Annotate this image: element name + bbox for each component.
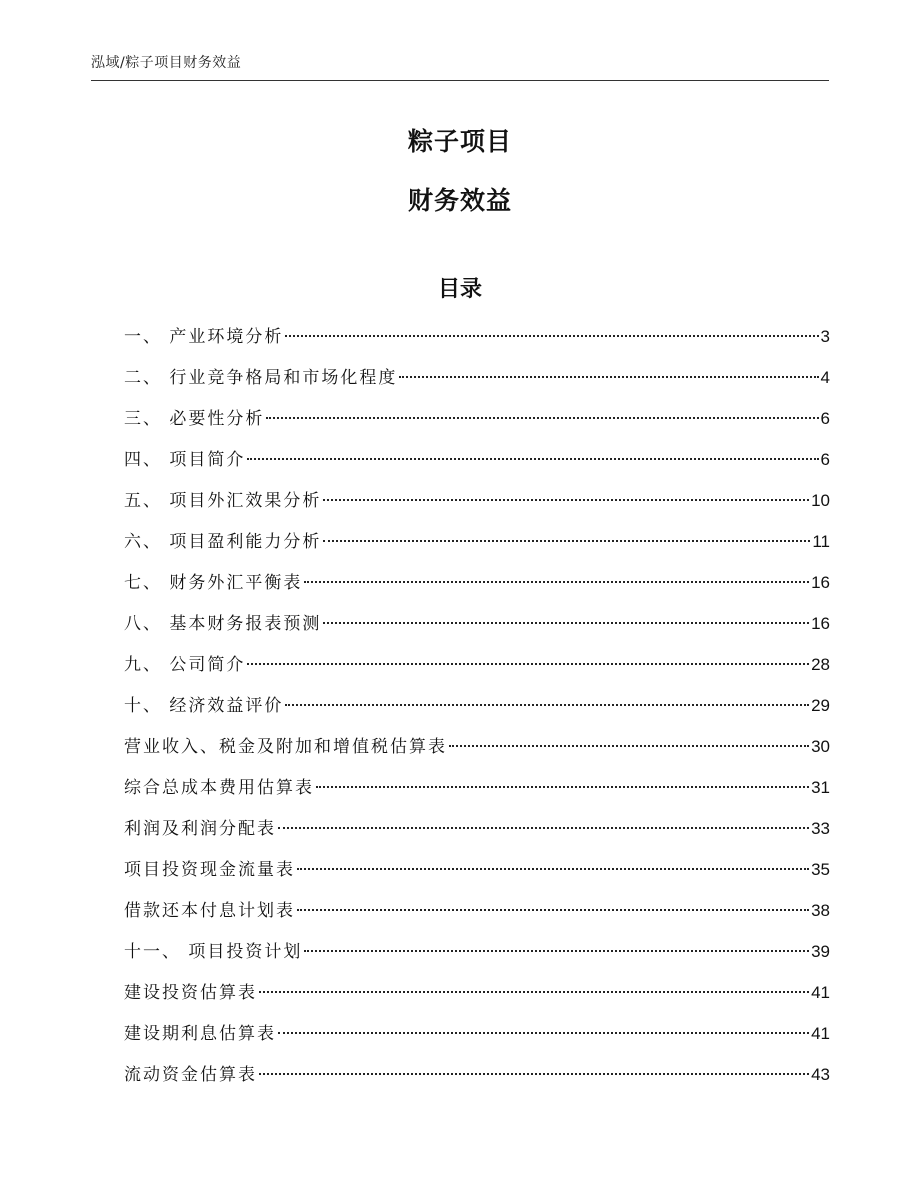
toc-entry-label: 利润及利润分配表 <box>124 819 276 839</box>
toc-entry[interactable] <box>124 568 830 609</box>
toc-entry[interactable] <box>124 445 830 486</box>
toc-entry-label: 八、 基本财务报表预测 <box>124 614 322 634</box>
toc-entry-page: 29 <box>811 696 830 715</box>
toc-dot-leader <box>304 950 809 952</box>
toc-entry-label: 项目投资现金流量表 <box>124 860 295 880</box>
toc-dot-leader <box>247 458 818 460</box>
toc-entry-page: 11 <box>812 532 830 551</box>
toc-entry-label: 三、 必要性分析 <box>124 409 265 429</box>
document-title-line-2: 财务效益 <box>407 186 512 215</box>
toc-dot-leader <box>316 786 809 788</box>
toc-entry-label: 流动资金估算表 <box>124 1065 257 1085</box>
toc-entry-label: 综合总成本费用估算表 <box>124 778 314 798</box>
toc-entry[interactable] <box>124 527 830 568</box>
toc-entry-label: 四、 项目简介 <box>124 450 246 470</box>
toc-entry-page: 10 <box>811 491 830 510</box>
toc-entry-page: 6 <box>820 450 830 469</box>
toc-entry-page: 43 <box>811 1065 830 1084</box>
toc-entry-label: 营业收入、税金及附加和增值税估算表 <box>124 737 447 757</box>
toc-entry-page: 30 <box>811 737 830 756</box>
toc-entry-label: 九、 公司简介 <box>124 655 246 675</box>
toc-entry[interactable] <box>124 322 830 363</box>
running-header: 泓域/粽子项目财务效益 <box>91 55 242 71</box>
toc-entry[interactable] <box>124 1060 830 1101</box>
toc-entry-page: 38 <box>811 901 830 920</box>
toc-entry-label: 十一、 项目投资计划 <box>124 942 303 962</box>
toc-entry[interactable] <box>124 486 830 527</box>
toc-entry[interactable] <box>124 896 830 937</box>
toc-dot-leader <box>278 1032 809 1034</box>
toc-dot-leader <box>304 581 809 583</box>
toc-entry[interactable] <box>124 691 830 732</box>
toc-entry[interactable] <box>124 814 830 855</box>
toc-entry-page: 33 <box>811 819 830 838</box>
toc-dot-leader <box>259 1073 809 1075</box>
toc-dot-leader <box>297 909 809 911</box>
toc-entry-label: 十、 经济效益评价 <box>124 696 284 716</box>
toc-entry-label: 二、 行业竞争格局和市场化程度 <box>124 368 398 388</box>
toc-dot-leader <box>449 745 809 747</box>
toc-entry-page: 31 <box>811 778 830 797</box>
toc-entry[interactable] <box>124 363 830 404</box>
toc-dot-leader <box>323 499 809 501</box>
toc-entry-label: 五、 项目外汇效果分析 <box>124 491 322 511</box>
toc-dot-leader <box>259 991 809 993</box>
toc-dot-leader <box>323 540 810 542</box>
toc-entry[interactable] <box>124 773 830 814</box>
toc-entry-label: 六、 项目盈利能力分析 <box>124 532 322 552</box>
toc-heading: 目录 <box>437 277 482 302</box>
toc-entry-page: 35 <box>811 860 830 879</box>
toc-dot-leader <box>323 622 809 624</box>
toc-dot-leader <box>399 376 818 378</box>
document-title-line-1: 粽子项目 <box>407 127 512 156</box>
table-of-contents <box>124 322 830 1101</box>
toc-entry[interactable] <box>124 978 830 1019</box>
toc-entry[interactable] <box>124 609 830 650</box>
toc-entry-page: 16 <box>811 573 830 592</box>
toc-entry-page: 41 <box>811 1024 830 1043</box>
toc-entry[interactable] <box>124 650 830 691</box>
toc-dot-leader <box>297 868 809 870</box>
toc-entry[interactable] <box>124 937 830 978</box>
toc-entry-page: 3 <box>820 327 830 346</box>
toc-entry[interactable] <box>124 732 830 773</box>
toc-entry[interactable] <box>124 855 830 896</box>
toc-dot-leader <box>266 417 818 419</box>
toc-dot-leader <box>278 827 809 829</box>
toc-entry-page: 28 <box>811 655 830 674</box>
toc-entry-label: 七、 财务外汇平衡表 <box>124 573 303 593</box>
toc-entry-page: 41 <box>811 983 830 1002</box>
toc-entry-label: 建设期利息估算表 <box>124 1024 276 1044</box>
toc-dot-leader <box>247 663 809 665</box>
toc-entry-label: 建设投资估算表 <box>124 983 257 1003</box>
toc-dot-leader <box>285 704 809 706</box>
toc-entry-page: 39 <box>811 942 830 961</box>
header-divider <box>91 80 829 81</box>
toc-entry-page: 4 <box>820 368 830 387</box>
toc-dot-leader <box>285 335 818 337</box>
toc-entry[interactable] <box>124 1019 830 1060</box>
toc-entry-label: 借款还本付息计划表 <box>124 901 295 921</box>
toc-entry[interactable] <box>124 404 830 445</box>
toc-entry-label: 一、 产业环境分析 <box>124 327 284 347</box>
toc-entry-page: 6 <box>820 409 830 428</box>
toc-entry-page: 16 <box>811 614 830 633</box>
